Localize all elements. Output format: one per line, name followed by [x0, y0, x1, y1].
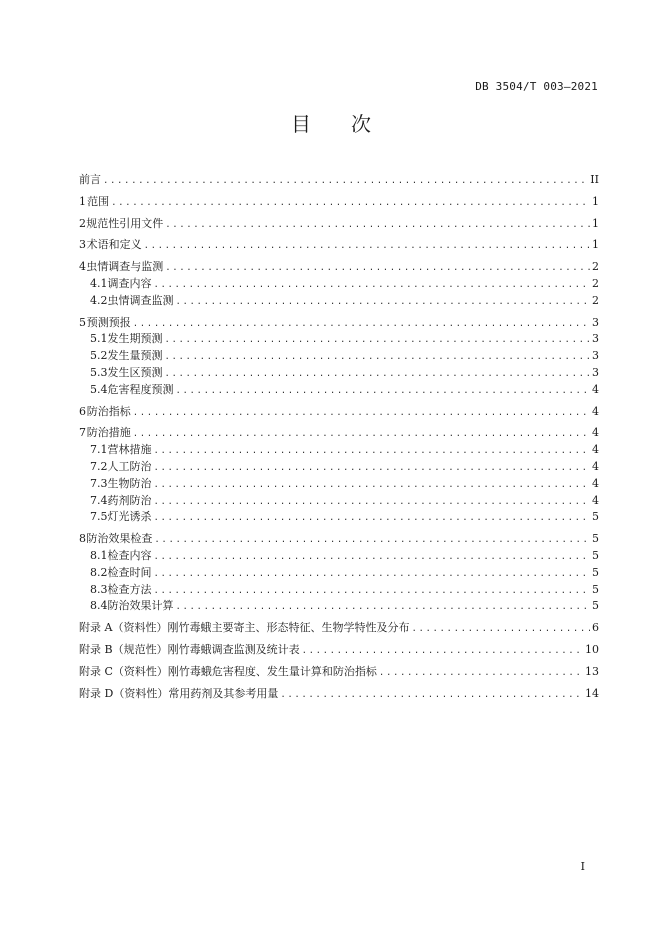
toc-entry-label: 防治指标: [86, 404, 131, 418]
toc-entry-label: 危害程度预测: [107, 382, 174, 396]
title-char-2: 次: [351, 112, 371, 136]
toc-entry[interactable]: [79, 530, 599, 547]
toc-entry-page: 10: [585, 642, 599, 656]
toc-leader-dots: [154, 535, 590, 545]
toc-entry-label: 规范性引用文件: [86, 216, 164, 230]
toc-entry-number: 3: [79, 238, 86, 252]
toc-entry-number: 7.5: [90, 510, 108, 524]
toc-entry-number: 6: [79, 404, 86, 418]
toc-entry-label: 范围: [87, 194, 110, 208]
toc-entry-label: 检查时间: [107, 565, 152, 579]
toc-entry-label: 刚竹毒蛾主要寄主、形态特征、生物学特性及分布: [167, 621, 410, 635]
toc-leader-dots: [154, 513, 591, 523]
toc-entry-label: 检查方法: [107, 582, 152, 596]
toc-entry[interactable]: [79, 564, 599, 581]
toc-entry-page: 6: [592, 621, 599, 635]
toc-leader-dots: [154, 463, 591, 473]
toc-leader-dots: [133, 319, 590, 329]
toc-entry-page: 5: [592, 548, 599, 562]
toc-entry-label: 发生期预测: [107, 332, 163, 346]
toc-entry[interactable]: [79, 381, 599, 398]
toc-entry[interactable]: [79, 492, 599, 509]
toc-leader-dots: [133, 429, 590, 439]
toc-entry-number: 附录 B（规范性）: [79, 642, 168, 656]
toc-entry[interactable]: [79, 641, 599, 658]
toc-entry-page: 4: [592, 493, 599, 507]
toc-entry-number: 8.4: [90, 599, 108, 613]
toc-entry-number: 5.4: [90, 382, 108, 396]
toc-leader-dots: [302, 646, 583, 656]
toc-entry[interactable]: [79, 581, 599, 598]
toc-entry-number: 附录 C（资料性）: [79, 664, 168, 678]
toc-entry[interactable]: [79, 171, 599, 188]
toc-leader-dots: [154, 586, 591, 596]
toc-entry-page: 5: [592, 599, 599, 613]
toc-entry-number: 4.1: [90, 276, 108, 290]
toc-entry-number: 8.2: [90, 565, 108, 579]
toc-entry-number: 5.2: [90, 349, 108, 363]
toc-entry-page: 5: [592, 532, 599, 546]
toc-leader-dots: [154, 552, 591, 562]
toc-leader-dots: [154, 569, 591, 579]
toc-entry[interactable]: [79, 547, 599, 564]
toc-entry-page: 4: [592, 459, 599, 473]
toc-leader-dots: [411, 624, 590, 634]
toc-entry-page: 5: [592, 582, 599, 596]
toc-entry-number: 8: [79, 532, 86, 546]
toc-entry-label: 发生区预测: [107, 365, 163, 379]
toc-entry-page: 2: [592, 293, 599, 307]
toc-entry[interactable]: [79, 275, 599, 292]
toc-entry-number: 1: [79, 194, 86, 208]
toc-entry-label: 防治效果检查: [86, 532, 153, 546]
toc-entry-number: 5.1: [90, 332, 108, 346]
toc-entry[interactable]: [79, 685, 599, 702]
toc-leader-dots: [176, 602, 591, 612]
toc-entry-label: 灯光诱杀: [107, 510, 152, 524]
footer-page-number: I: [580, 860, 585, 873]
toc-entry-number: 2: [79, 216, 86, 230]
toc-leader-dots: [144, 241, 590, 251]
toc-entry-page: II: [590, 173, 599, 186]
toc-entry[interactable]: [79, 403, 599, 420]
toc-entry-label: 术语和定义: [86, 238, 142, 252]
toc-entry-page: 1: [592, 194, 599, 208]
toc-entry[interactable]: [79, 619, 599, 636]
toc-entry-label: 营林措施: [107, 443, 152, 457]
toc-leader-dots: [165, 352, 591, 362]
toc-leader-dots: [111, 198, 590, 208]
toc-entry-page: 4: [592, 404, 599, 418]
toc-entry-label: 虫情调查监测: [107, 293, 174, 307]
toc-entry[interactable]: [79, 424, 599, 441]
toc-entry[interactable]: [79, 258, 599, 275]
toc-entry-number: 7.4: [90, 493, 108, 507]
toc-entry[interactable]: [79, 330, 599, 347]
toc-leader-dots: [165, 335, 591, 345]
toc-entry-label: 药剂防治: [107, 493, 152, 507]
toc-entry[interactable]: [79, 215, 599, 232]
toc-entry-label: 防治措施: [86, 426, 131, 440]
toc-entry-number: 7.3: [90, 476, 108, 490]
toc-entry-page: 2: [592, 260, 599, 274]
toc-entry-page: 14: [585, 686, 599, 700]
toc-entry[interactable]: [79, 663, 599, 680]
toc-leader-dots: [176, 386, 591, 396]
toc-entry-label: 预测预报: [86, 315, 131, 329]
toc-entry-number: 7.1: [90, 443, 108, 457]
toc-entry-label: 人工防治: [107, 459, 152, 473]
table-of-contents: [79, 171, 599, 701]
toc-entry-number: 附录 A（资料性）: [79, 621, 168, 635]
toc-entry-page: 4: [592, 443, 599, 457]
page-title: [0, 108, 662, 137]
toc-entry-label: 检查内容: [107, 548, 152, 562]
toc-entry-number: 4: [79, 260, 86, 274]
toc-entry[interactable]: [79, 236, 599, 253]
toc-entry[interactable]: [79, 364, 599, 381]
toc-entry-page: 4: [592, 426, 599, 440]
toc-entry[interactable]: [79, 292, 599, 309]
toc-leader-dots: [154, 446, 591, 456]
toc-entry-label: 虫情调查与监测: [86, 260, 164, 274]
toc-entry-label: 刚竹毒蛾调查监测及统计表: [167, 642, 300, 656]
toc-leader-dots: [165, 369, 591, 379]
toc-leader-dots: [280, 690, 583, 700]
toc-entry-page: 3: [592, 315, 599, 329]
title-char-1: 目: [291, 112, 311, 136]
toc-entry-page: 4: [592, 382, 599, 396]
toc-entry-page: 1: [592, 238, 599, 252]
toc-entry-page: 5: [592, 565, 599, 579]
toc-leader-dots: [103, 176, 588, 186]
toc-entry-page: 2: [592, 276, 599, 290]
standard-code: DB 3504/T 003—2021: [475, 80, 598, 93]
toc-entry-page: 1: [592, 216, 599, 230]
toc-entry-number: 附录 D（资料性）: [79, 686, 169, 700]
toc-leader-dots: [133, 408, 590, 418]
toc-leader-dots: [154, 280, 591, 290]
toc-entry-number: 7.2: [90, 459, 108, 473]
toc-entry-page: 5: [592, 510, 599, 524]
toc-entry-page: 3: [592, 332, 599, 346]
toc-entry-label: 前言: [79, 173, 101, 186]
toc-leader-dots: [165, 220, 590, 230]
toc-entry[interactable]: [79, 508, 599, 525]
toc-entry[interactable]: [79, 597, 599, 614]
toc-entry-label: 刚竹毒蛾危害程度、发生量计算和防治指标: [167, 664, 377, 678]
toc-entry-number: 8.1: [90, 548, 108, 562]
toc-entry-page: 4: [592, 476, 599, 490]
toc-entry-label: 发生量预测: [107, 349, 163, 363]
toc-entry-label: 防治效果计算: [107, 599, 174, 613]
toc-leader-dots: [154, 480, 591, 490]
toc-entry-number: 5.3: [90, 365, 108, 379]
toc-entry-page: 3: [592, 349, 599, 363]
toc-leader-dots: [154, 497, 591, 507]
toc-entry-number: 7: [79, 426, 86, 440]
toc-entry[interactable]: [79, 458, 599, 475]
toc-entry[interactable]: [79, 347, 599, 364]
toc-entry-number: 4.2: [90, 293, 108, 307]
toc-leader-dots: [165, 263, 590, 273]
toc-entry-label: 常用药剂及其参考用量: [168, 686, 279, 700]
toc-entry-label: 生物防治: [107, 476, 152, 490]
toc-entry[interactable]: [79, 193, 599, 210]
toc-entry[interactable]: [79, 475, 599, 492]
toc-entry-page: 3: [592, 365, 599, 379]
toc-entry-number: 8.3: [90, 582, 108, 596]
toc-entry-page: 13: [585, 664, 599, 678]
toc-entry[interactable]: [79, 314, 599, 331]
toc-leader-dots: [176, 297, 591, 307]
toc-entry-number: 5: [79, 315, 86, 329]
toc-entry[interactable]: [79, 441, 599, 458]
toc-leader-dots: [379, 668, 583, 678]
toc-entry-label: 调查内容: [107, 276, 152, 290]
